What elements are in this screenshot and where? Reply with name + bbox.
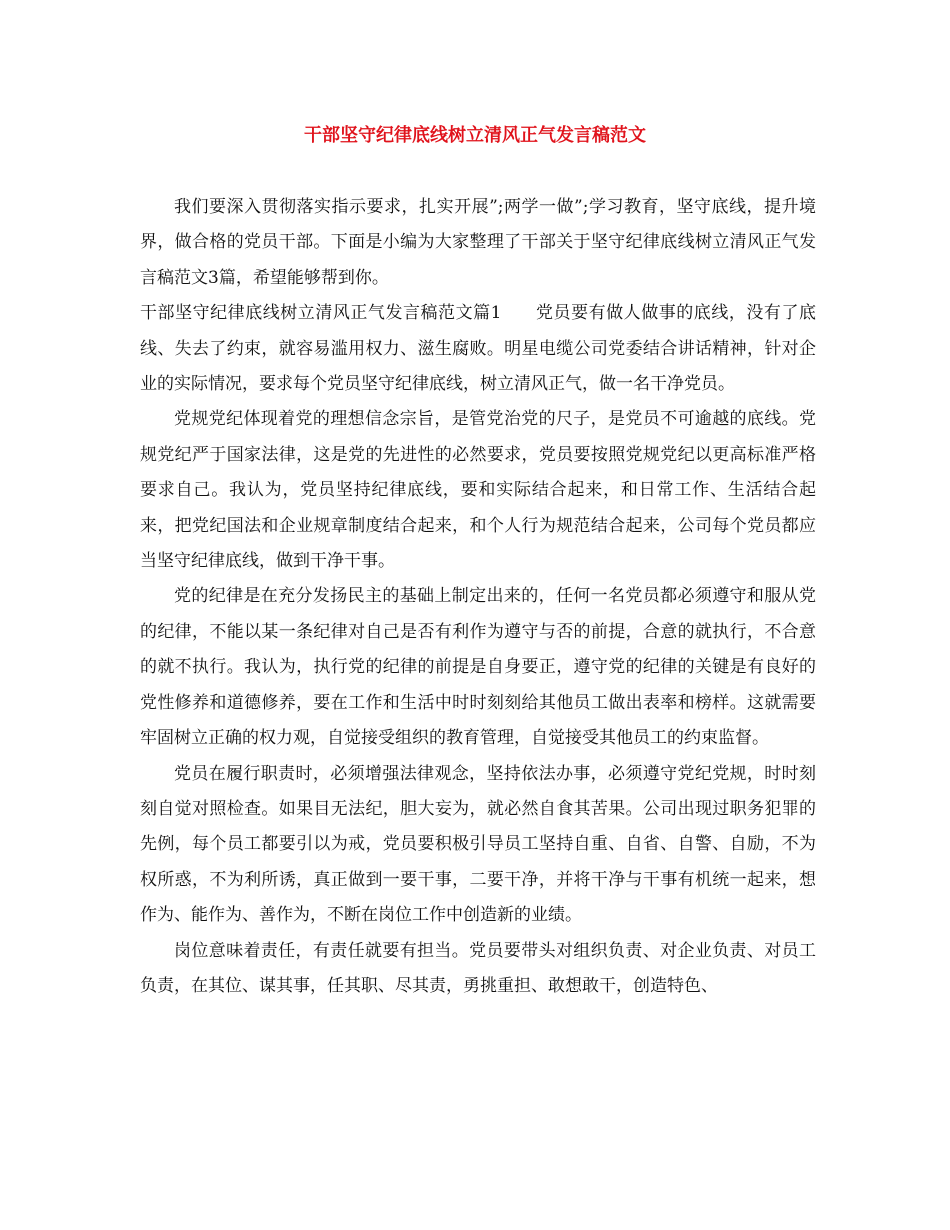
section-first-text: 党员要有做人做事的底线，没有了底线、失去了约束，就容易滥用权力、滋生腐败。明星电缆公司党委结合讲话精神，针对企业的实际情况，要求每个党员坚守纪律底线，树立清风正气，做一名干净党员。 [140,303,816,395]
body-paragraph: 党的纪律是在充分发扬民主的基础上制定出来的，任何一名党员都必须遵守和服从党的纪律，不能以某一条纪律对自己是否有利作为遵守与否的前提，合意的就执行，不合意的就不执行。我认为，执行党的纪律的前提是自身要正，遵守党的纪律的关键是有良好的党性修养和道德修养，要在工作和生活中时时刻刻给其他员工做出表率和榜样。这就需要牢固树立正确的权力观，自觉接受组织的教育管理，自觉接受其他员工的约束监督。 [140,586,816,749]
document-body [140,190,816,1004]
section-heading: 干部坚守纪律底线树立清风正气发言稿范文篇1 [140,303,502,324]
body-paragraph: 党员在履行职责时，必须增强法律观念，坚持依法办事，必须遵守党纪党规，时时刻刻自觉对照检查。如果目无法纪，胆大妄为，就必然自食其苦果。公司出现过职务犯罪的先例，每个员工都要引以为戒，党员要积极引导员工坚持自重、自省、自警、自励，不为权所惑，不为利所诱，真正做到一要干事，二要干净，并将干净与干事有机统一起来，想作为、能作为、善作为，不断在岗位工作中创造新的业绩。 [140,763,816,926]
body-paragraph: 党规党纪体现着党的理想信念宗旨，是管党治党的尺子，是党员不可逾越的底线。党规党纪严于国家法律，这是党的先进性的必然要求，党员要按照党规党纪以更高标准严格要求自己。我认为，党员坚持纪律底线，要和实际结合起来，和日常工作、生活结合起来，把党纪国法和企业规章制度结合起来，和个人行为规范结合起来，公司每个党员都应当坚守纪律底线，做到干净干事。 [140,409,816,572]
section-1-paragraph [140,296,816,402]
document-title: 干部坚守纪律底线树立清风正气发言稿范文 [304,125,646,146]
intro-paragraph: 我们要深入贯彻落实指示要求，扎实开展”;两学一做”;学习教育，坚守底线，提升境界，做合格的党员干部。下面是小编为大家整理了干部关于坚守纪律底线树立清风正气发言稿范文3篇，希望能够帮到你。 [140,197,816,288]
body-paragraph: 岗位意味着责任，有责任就要有担当。党员要带头对组织负责、对企业负责、对员工负责，在其位、谋其事，任其职、尽其责，勇挑重担、敢想敢干，创造特色、 [140,940,816,996]
